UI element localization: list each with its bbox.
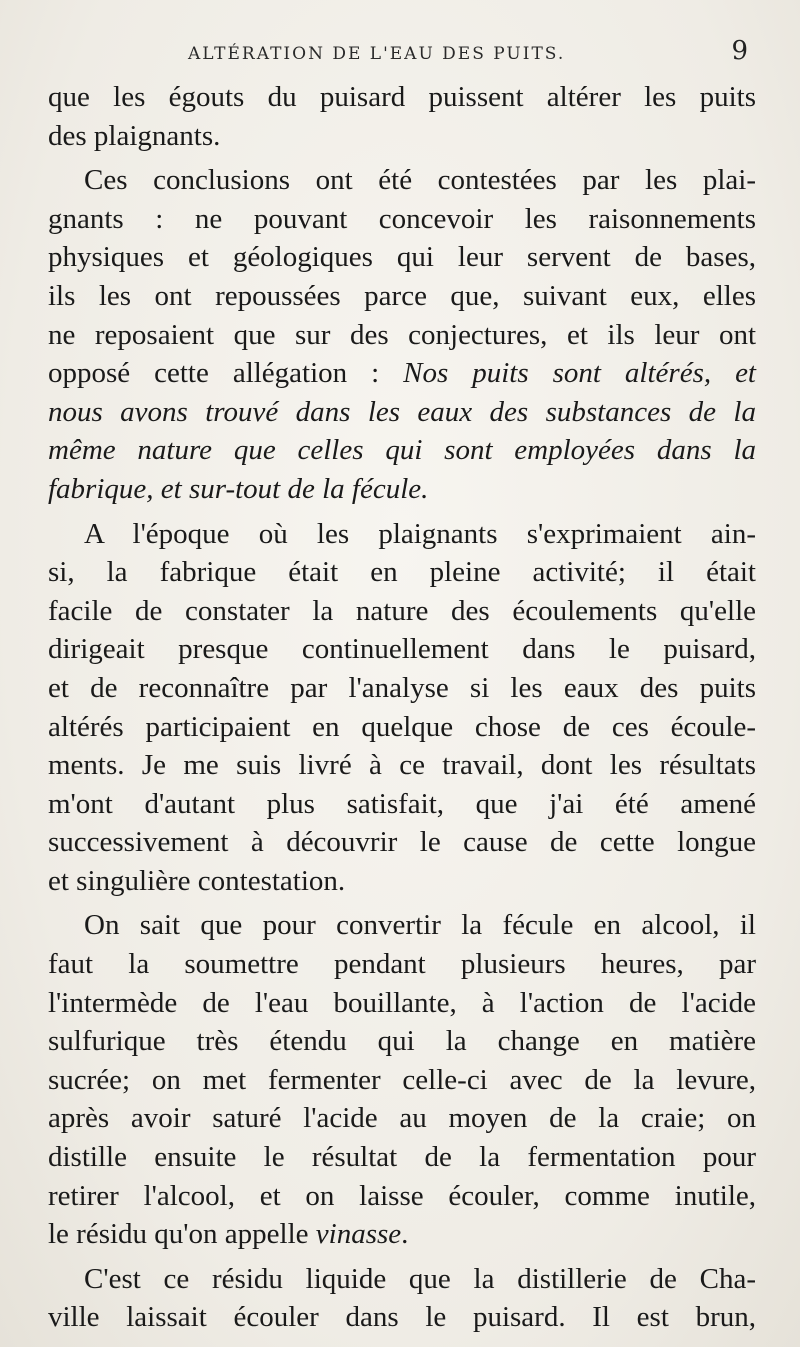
text-segment: opposé cette allégation : (48, 357, 404, 390)
text-line: On sait que pour convertir la fécule en alcool, il (84, 909, 756, 942)
italic-segment: Nos puits sont altérés, et (403, 357, 756, 390)
text-line: Ces conclusions ont été contestées par les plai- (84, 164, 756, 197)
text-line: que les égouts du puisard puissent altérer les puits (48, 81, 756, 113)
text-line: et singulière contestation. (48, 864, 346, 897)
text-line: distille ensuite le résultat de la fermentation pour (48, 1141, 756, 1174)
italic-segment: fabrique, et sur-tout de la fécule. (48, 472, 429, 505)
text-line: sucrée; on met fermenter celle-ci avec de la levure, (48, 1063, 756, 1096)
text-line: et de reconnaître par l'analyse si les eaux des puits (48, 671, 756, 704)
text-line: dirigeait presque continuellement dans le puisard, (48, 633, 756, 666)
text-line: gnants : ne pouvant concevoir les raisonnements (48, 202, 756, 235)
text-line (48, 470, 756, 509)
text-line: facile de constater la nature des écoulements qu'elle (48, 594, 756, 627)
running-title: ALTÉRATION DE L'EAU DES PUITS. (188, 44, 566, 64)
text-line: altérés participaient en quelque chose de ces écoule- (48, 710, 756, 743)
italic-segment: nous avons trouvé dans les eaux des substances de la (48, 395, 756, 428)
text-line: l'intermède de l'eau bouillante, à l'action de l'acide (48, 986, 756, 1019)
body-text (48, 78, 756, 1337)
text-line: m'ont d'autant plus satisfait, que j'ai été amené (48, 787, 756, 820)
text-line: physiques et géologiques qui leur servent de bases, (48, 241, 756, 274)
page-header (48, 36, 752, 76)
text-line (48, 354, 756, 393)
text-line: ments. Je me suis livré à ce travail, dont les résultats (48, 749, 756, 782)
text-line: sulfurique très étendu qui la change en matière (48, 1025, 756, 1058)
text-line: ville laissait écouler dans le puisard. Il est brun, (48, 1301, 756, 1334)
text-line: si, la fabrique était en pleine activité; il était (48, 556, 756, 589)
text-line (48, 393, 756, 432)
text-segment: le résidu qu'on appelle (48, 1218, 316, 1251)
italic-segment: même nature que celles qui sont employées dans la (48, 434, 756, 467)
italic-segment: vinasse (315, 1218, 402, 1251)
text-line: après avoir saturé l'acide au moyen de la craie; on (48, 1102, 756, 1135)
text-line: retirer l'alcool, et on laisse écouler, comme inutile, (48, 1179, 756, 1212)
text-line: A l'époque où les plaignants s'exprimaient ain- (84, 517, 756, 550)
text-line: faut la soumettre pendant plusieurs heures, par (48, 948, 756, 981)
page-number: 9 (731, 36, 748, 66)
text-segment: . (401, 1218, 409, 1251)
text-line: C'est ce résidu liquide que la distillerie de Cha- (84, 1262, 756, 1295)
text-line (48, 431, 756, 470)
text-line: des plaignants. (48, 119, 221, 152)
text-line (48, 1215, 756, 1254)
text-line: successivement à découvrir le cause de cette longue (48, 826, 756, 859)
text-line: ne reposaient que sur des conjectures, et ils leur ont (48, 318, 756, 351)
text-line: ils les ont repoussées parce que, suivant eux, elles (48, 279, 756, 312)
